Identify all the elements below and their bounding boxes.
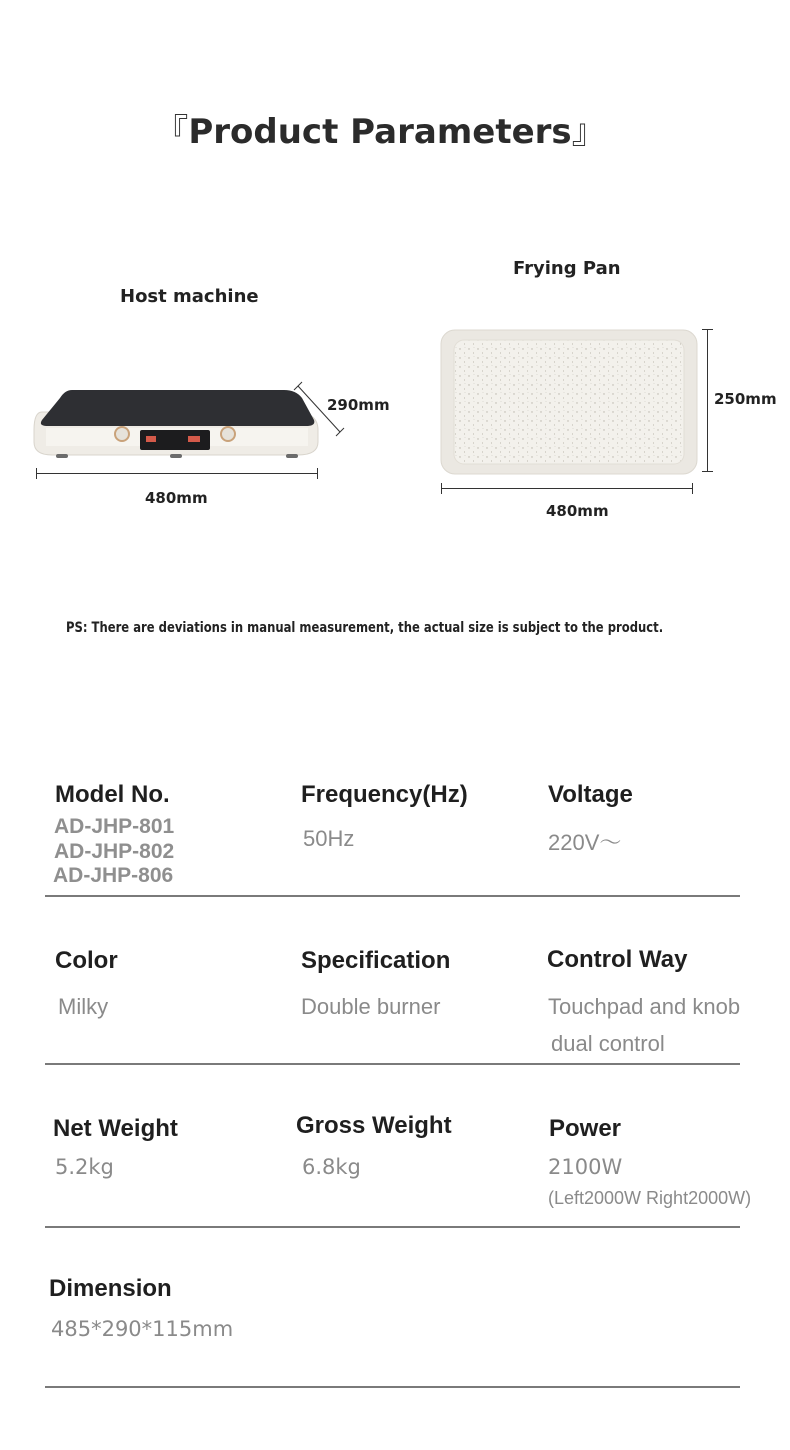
- frying-pan-image: [440, 328, 698, 476]
- gross-weight-value: 6.8kg: [302, 1155, 361, 1179]
- measurement-note: PS: There are deviations in manual measurement, the actual size is subject to the product.: [66, 620, 664, 636]
- divider-2: [45, 1063, 740, 1065]
- model-value-1: AD-JHP-801: [54, 815, 175, 838]
- model-value-2: AD-JHP-802: [54, 840, 175, 863]
- control-way-label: Control Way: [547, 946, 688, 973]
- host-width-line: [36, 473, 318, 474]
- power-detail: (Left2000W Right2000W): [548, 1188, 752, 1208]
- host-width-tick-right: [317, 468, 318, 479]
- control-way-value-line2: dual control: [551, 1031, 665, 1056]
- pan-height-tick-top: [702, 329, 713, 330]
- frequency-value: 50Hz: [303, 826, 355, 851]
- frequency-label: Frequency(Hz): [301, 781, 468, 808]
- title-bracket-right: 』: [571, 112, 606, 152]
- host-width-label: 480mm: [145, 489, 208, 507]
- net-weight-label: Net Weight: [53, 1115, 178, 1142]
- color-value: Milky: [58, 994, 109, 1019]
- title-bracket-left: 『: [154, 112, 189, 152]
- net-weight-value: 5.2kg: [55, 1155, 114, 1179]
- divider-4: [45, 1386, 740, 1388]
- title-text: Product Parameters: [188, 112, 572, 152]
- pan-height-label: 250mm: [714, 390, 777, 408]
- page-title: [0, 104, 760, 153]
- control-way-value-line1: Touchpad and knob: [548, 994, 741, 1019]
- power-label: Power: [549, 1115, 622, 1142]
- frying-pan-label: Frying Pan: [513, 258, 621, 279]
- color-label: Color: [55, 947, 118, 974]
- pan-width-label: 480mm: [546, 502, 609, 520]
- dimension-value: 485*290*115mm: [51, 1317, 234, 1341]
- host-machine-label: Host machine: [120, 286, 259, 307]
- voltage-value: 220V～: [548, 830, 622, 855]
- pan-width-tick-right: [692, 483, 693, 494]
- voltage-label: Voltage: [548, 781, 633, 808]
- divider-1: [45, 895, 740, 897]
- pan-width-line: [441, 488, 693, 489]
- host-width-tick-left: [36, 468, 37, 479]
- pan-height-tick-bottom: [702, 471, 713, 472]
- specification-label: Specification: [301, 947, 451, 974]
- gross-weight-label: Gross Weight: [296, 1112, 452, 1139]
- model-value-3: AD-JHP-806: [53, 864, 174, 887]
- model-label: Model No.: [55, 781, 170, 808]
- pan-height-line: [707, 329, 708, 472]
- induction-cooktop-image: [28, 380, 328, 465]
- power-value: 2100W: [548, 1155, 623, 1179]
- pan-width-tick-left: [441, 483, 442, 494]
- dimension-label: Dimension: [49, 1275, 172, 1302]
- host-depth-label: 290mm: [327, 396, 390, 414]
- divider-3: [45, 1226, 740, 1228]
- specification-value: Double burner: [301, 994, 441, 1019]
